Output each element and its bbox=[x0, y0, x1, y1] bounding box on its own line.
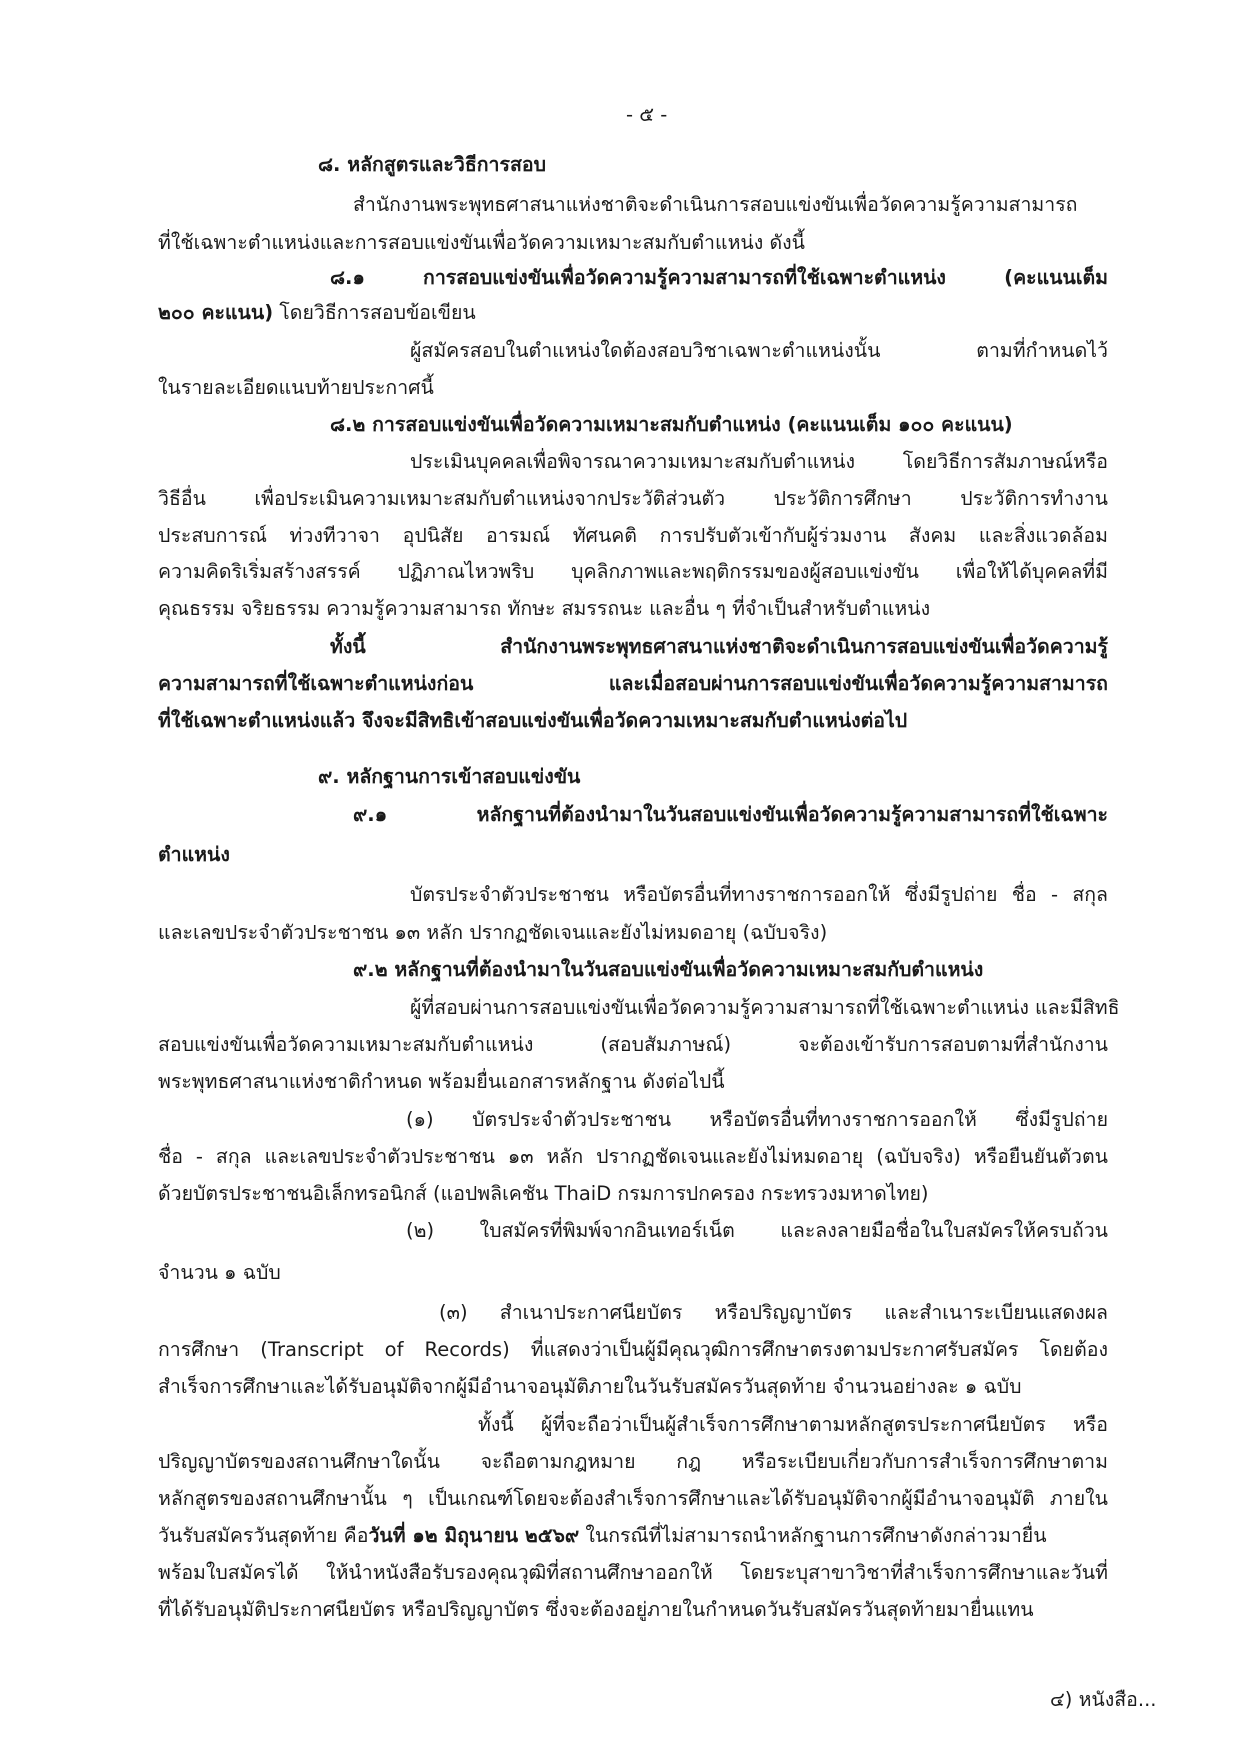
section-8-2-body-line-4: ความคิดริเริ่มสร้างสรรค์ ปฏิภาณไหวพริบ บุคลิกภาพและพฤติกรรมของผู้สอบแข่งขัน เพื่อให้ได้บุคคลที่มี bbox=[158, 560, 1108, 583]
item-2-line-2: จำนวน ๑ ฉบับ bbox=[158, 1261, 281, 1284]
section-8-2-heading: ๘.๒ การสอบแข่งขันเพื่อวัดความเหมาะสมกับตำแหน่ง (คะแนนเต็ม ๑๐๐ คะแนน) bbox=[330, 413, 1013, 436]
section-9-1-heading-line-2: ตำแหน่ง bbox=[158, 843, 230, 866]
section-8-1-heading-line-2 bbox=[158, 298, 476, 328]
section-9-2-body-line-2: สอบแข่งขันเพื่อวัดความเหมาะสมกับตำแหน่ง (สอบสัมภาษณ์) จะต้องเข้ารับการสอบตามที่สำนักงาน bbox=[158, 1033, 1108, 1056]
deadline-prefix: วันรับสมัครวันสุดท้าย คือ bbox=[158, 1524, 369, 1547]
item-1-line-3: ด้วยบัตรประชาชนอิเล็กทรอนิกส์ (แอปพลิเคชัน ThaiD กรมการปกครอง กระทรวงมหาดไทย) bbox=[158, 1182, 929, 1205]
item-3-note-line-5: พร้อมใบสมัครได้ ให้นำหนังสือรับรองคุณวุฒิที่สถานศึกษาออกให้ โดยระบุสาขาวิชาที่สำเร็จการศึกษาและวันที่ bbox=[158, 1561, 1108, 1584]
section-9-2-heading: ๙.๒ หลักฐานที่ต้องนำมาในวันสอบแข่งขันเพื่อวัดความเหมาะสมกับตำแหน่ง bbox=[353, 958, 984, 981]
section-8-1-heading-line-1: ๘.๑ การสอบแข่งขันเพื่อวัดความรู้ความสามารถที่ใช้เฉพาะตำแหน่ง (คะแนนเต็ม bbox=[330, 266, 1108, 289]
page-number: - ๕ - bbox=[626, 103, 668, 126]
item-3-line-3: สำเร็จการศึกษาและได้รับอนุมัติจากผู้มีอำนาจอนุมัติภายในวันรับสมัครวันสุดท้าย จำนวนอย่างละ ๑ ฉบับ bbox=[158, 1375, 1022, 1398]
section-8-intro-line-1: สำนักงานพระพุทธศาสนาแห่งชาติจะดำเนินการสอบแข่งขันเพื่อวัดความรู้ความสามารถ bbox=[353, 193, 1078, 216]
section-9-1-heading-line-1: ๙.๑ หลักฐานที่ต้องนำมาในวันสอบแข่งขันเพื่อวัดความรู้ความสามารถที่ใช้เฉพาะ bbox=[353, 803, 1108, 826]
section-8-1-heading-bold: ๒๐๐ คะแนน) bbox=[158, 301, 274, 324]
item-3-note-line-2: ปริญญาบัตรของสถานศึกษาใดนั้น จะถือตามกฎหมาย กฎ หรือระเบียบเกี่ยวกับการสำเร็จการศึกษาตาม bbox=[158, 1450, 1108, 1473]
section-8-note-line-1: ทั้งนี้ สำนักงานพระพุทธศาสนาแห่งชาติจะดำเนินการสอบแข่งขันเพื่อวัดความรู้ bbox=[330, 635, 1108, 658]
item-3-note-line-1: ทั้งนี้ ผู้ที่จะถือว่าเป็นผู้สำเร็จการศึกษาตามหลักสูตรประกาศนียบัตร หรือ bbox=[478, 1413, 1108, 1436]
deadline-date: วันที่ ๑๒ มิถุนายน ๒๕๖๙ bbox=[368, 1524, 580, 1547]
section-8-2-body-line-1: ประเมินบุคคลเพื่อพิจารณาความเหมาะสมกับตำแหน่ง โดยวิธีการสัมภาษณ์หรือ bbox=[410, 450, 1108, 473]
section-8-note-line-2: ความสามารถที่ใช้เฉพาะตำแหน่งก่อน และเมื่อสอบผ่านการสอบแข่งขันเพื่อวัดความรู้ความสามารถ bbox=[158, 672, 1108, 695]
section-8-1-heading-tail: โดยวิธีการสอบข้อเขียน bbox=[273, 301, 476, 324]
section-9-1-body-line-1: บัตรประจำตัวประชาชน หรือบัตรอื่นที่ทางราชการออกให้ ซึ่งมีรูปถ่าย ชื่อ - สกุล bbox=[410, 883, 1108, 906]
section-9-1-body-line-2: และเลขประจำตัวประชาชน ๑๓ หลัก ปรากฏชัดเจนและยังไม่หมดอายุ (ฉบับจริง) bbox=[158, 921, 828, 944]
item-1-line-1: (๑) บัตรประจำตัวประชาชน หรือบัตรอื่นที่ทางราชการออกให้ ซึ่งมีรูปถ่าย bbox=[406, 1108, 1108, 1131]
item-3-line-2: การศึกษา (Transcript of Records) ที่แสดงว่าเป็นผู้มีคุณวุฒิการศึกษาตรงตามประกาศรับสมัคร โดยต้อง bbox=[158, 1338, 1108, 1361]
item-3-note-line-4 bbox=[158, 1521, 1047, 1551]
item-3-note-line-3: หลักสูตรของสถานศึกษานั้น ๆ เป็นเกณฑ์โดยจะต้องสำเร็จการศึกษาและได้รับอนุมัติจากผู้มีอำนาจอนุมัติ ภายใน bbox=[158, 1487, 1108, 1510]
section-9-heading: ๙. หลักฐานการเข้าสอบแข่งขัน bbox=[318, 765, 581, 788]
section-8-heading: ๘. หลักสูตรและวิธีการสอบ bbox=[318, 153, 546, 176]
section-8-note-line-3: ที่ใช้เฉพาะตำแหน่งแล้ว จึงจะมีสิทธิเข้าสอบแข่งขันเพื่อวัดความเหมาะสมกับตำแหน่งต่อไป bbox=[158, 709, 908, 732]
section-8-1-body-line-2: ในรายละเอียดแนบท้ายประกาศนี้ bbox=[158, 376, 434, 399]
item-3-note-line-6: ที่ได้รับอนุมัติประกาศนียบัตร หรือปริญญาบัตร ซึ่งจะต้องอยู่ภายในกำหนดวันรับสมัครวันสุดท้ายมายื่นแทน bbox=[158, 1598, 1034, 1621]
continuation-footer: ๔) หนังสือ... bbox=[1050, 1688, 1157, 1711]
section-8-2-body-line-5: คุณธรรม จริยธรรม ความรู้ความสามารถ ทักษะ สมรรถนะ และอื่น ๆ ที่จำเป็นสำหรับตำแหน่ง bbox=[158, 597, 931, 620]
item-1-line-2: ชื่อ - สกุล และเลขประจำตัวประชาชน ๑๓ หลัก ปรากฏชัดเจนและยังไม่หมดอายุ (ฉบับจริง) หรือยืนยันตัวตน bbox=[158, 1145, 1108, 1168]
section-8-2-body-line-3: ประสบการณ์ ท่วงทีวาจา อุปนิสัย อารมณ์ ทัศนคติ การปรับตัวเข้ากับผู้ร่วมงาน สังคม และสิ่งแวดล้อม bbox=[158, 524, 1108, 547]
section-8-1-body-line-1: ผู้สมัครสอบในตำแหน่งใดต้องสอบวิชาเฉพาะตำแหน่งนั้น ตามที่กำหนดไว้ bbox=[410, 339, 1108, 362]
item-3-line-1: (๓) สำเนาประกาศนียบัตร หรือปริญญาบัตร และสำเนาระเบียนแสดงผล bbox=[439, 1301, 1108, 1324]
deadline-suffix: ในกรณีที่ไม่สามารถนำหลักฐานการศึกษาดังกล่าวมายื่น bbox=[579, 1524, 1047, 1547]
section-9-2-body-line-1: ผู้ที่สอบผ่านการสอบแข่งขันเพื่อวัดความรู้ความสามารถที่ใช้เฉพาะตำแหน่ง และมีสิทธิ bbox=[410, 996, 1120, 1019]
section-8-2-body-line-2: วิธีอื่น เพื่อประเมินความเหมาะสมกับตำแหน่งจากประวัติส่วนตัว ประวัติการศึกษา ประวัติการทำงาน bbox=[158, 487, 1108, 510]
section-8-intro-line-2: ที่ใช้เฉพาะตำแหน่งและการสอบแข่งขันเพื่อวัดความเหมาะสมกับตำแหน่ง ดังนี้ bbox=[158, 231, 805, 254]
section-9-2-body-line-3: พระพุทธศาสนาแห่งชาติกำหนด พร้อมยื่นเอกสารหลักฐาน ดังต่อไปนี้ bbox=[158, 1070, 725, 1093]
item-2-line-1: (๒) ใบสมัครที่พิมพ์จากอินเทอร์เน็ต และลงลายมือชื่อในใบสมัครให้ครบถ้วน bbox=[406, 1219, 1108, 1242]
